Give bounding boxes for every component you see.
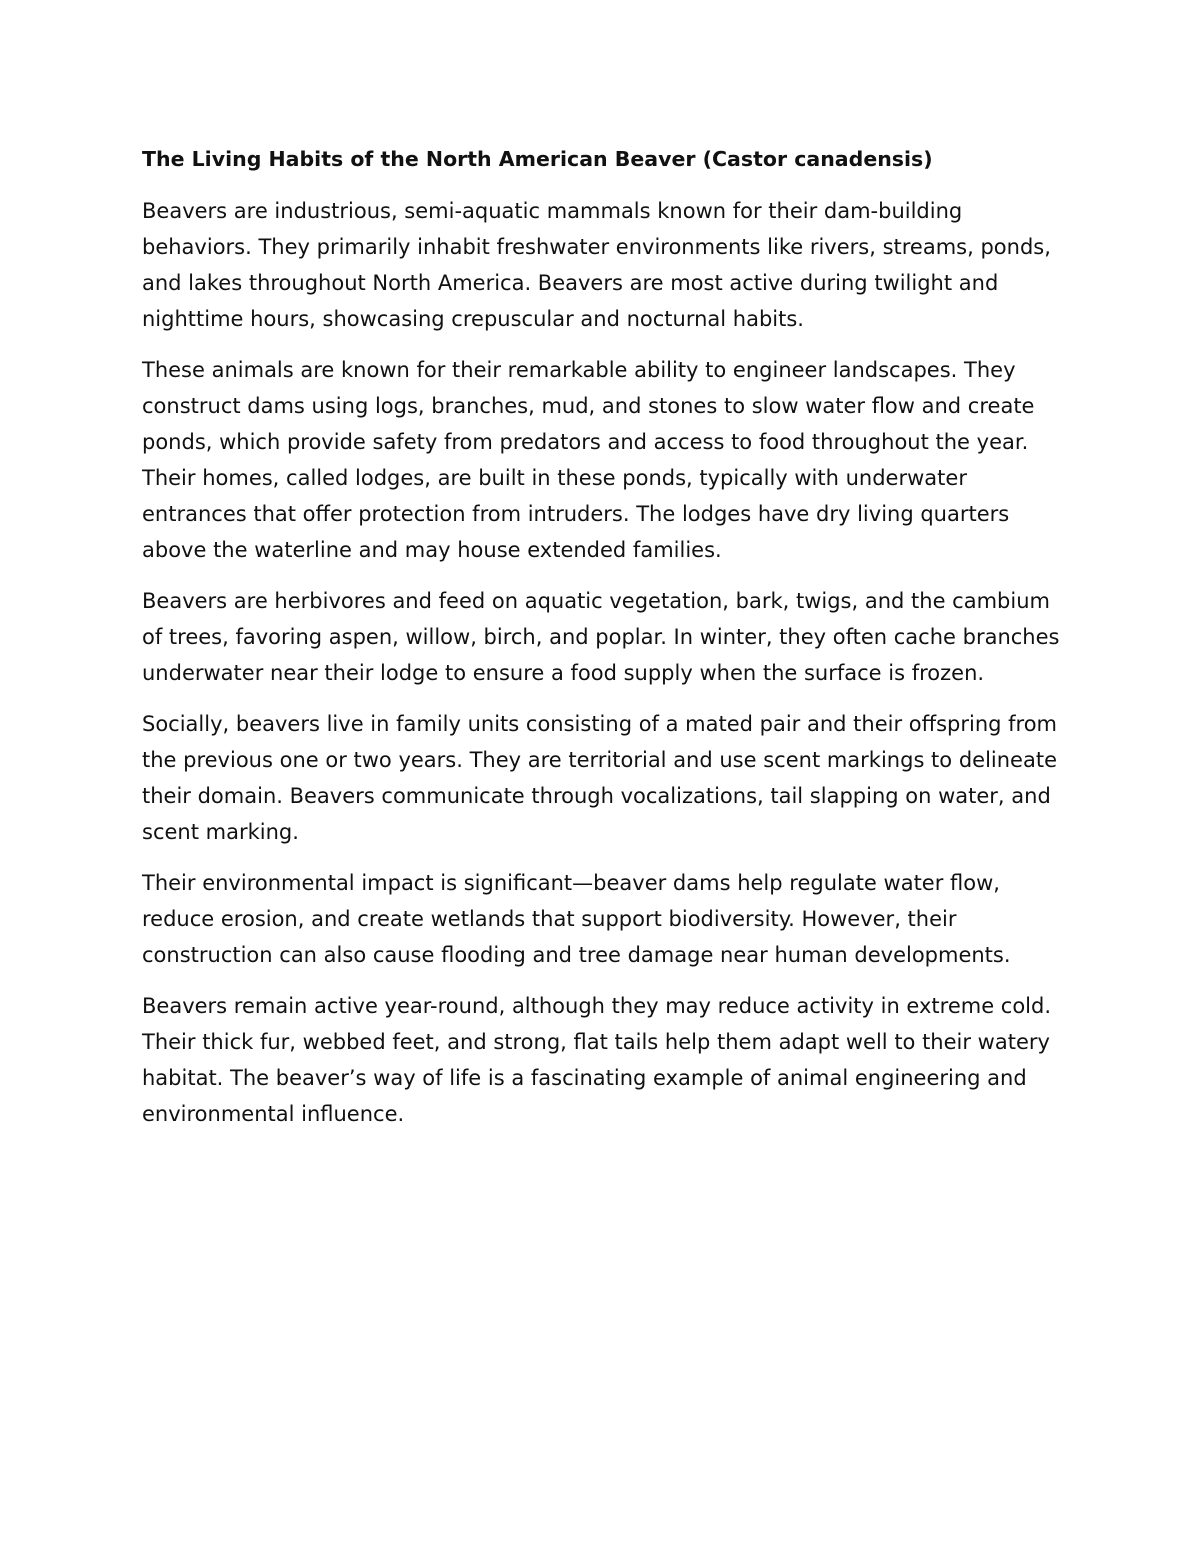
paragraph-diet: Beavers are herbivores and feed on aquatic vegetation, bark, twigs, and the cambium of trees, favoring aspen, willow, birch, and poplar. In winter, they often cache branches underwater near their lodge to ensure a food supply when the surface is frozen. [142, 589, 1060, 685]
paragraph-environmental-impact: Their environmental impact is significant—beaver dams help regulate water flow, reduce erosion, and create wetlands that support biodiversity. However, their construction can also cause flooding and tree damage near human developments. [142, 871, 1011, 967]
paragraph-engineering: These animals are known for their remarkable ability to engineer landscapes. They construct dams using logs, branches, mud, and stones to slow water flow and create ponds, which provide safety from predators and access to food throughout the year. Their homes, called lodges, are built in these ponds, typically with underwater entrances that offer protection from intruders. The lodges have dry living quarters above the waterline and may house extended families. [142, 358, 1035, 562]
paragraph-social: Socially, beavers live in family units consisting of a mated pair and their offspring from the previous one or two years. They are territorial and use scent markings to delineate their domain. Beavers communicate through vocalizations, tail slapping on water, and scent marking. [142, 712, 1058, 844]
document-body [142, 141, 1062, 1147]
paragraph-adaptation: Beavers remain active year-round, although they may reduce activity in extreme cold. Their thick fur, webbed feet, and strong, flat tails help them adapt well to their watery habitat. The beaver’s way of life is a fascinating example of animal engineering and environmental influence. [142, 994, 1052, 1126]
document-title: The Living Habits of the North American Beaver (Castor canadensis) [142, 147, 933, 171]
paragraph-habitat: Beavers are industrious, semi-aquatic mammals known for their dam-building behaviors. They primarily inhabit freshwater environments like rivers, streams, ponds, and lakes throughout North America. Beavers are most active during twilight and nighttime hours, showcasing crepuscular and nocturnal habits. [142, 199, 1051, 331]
